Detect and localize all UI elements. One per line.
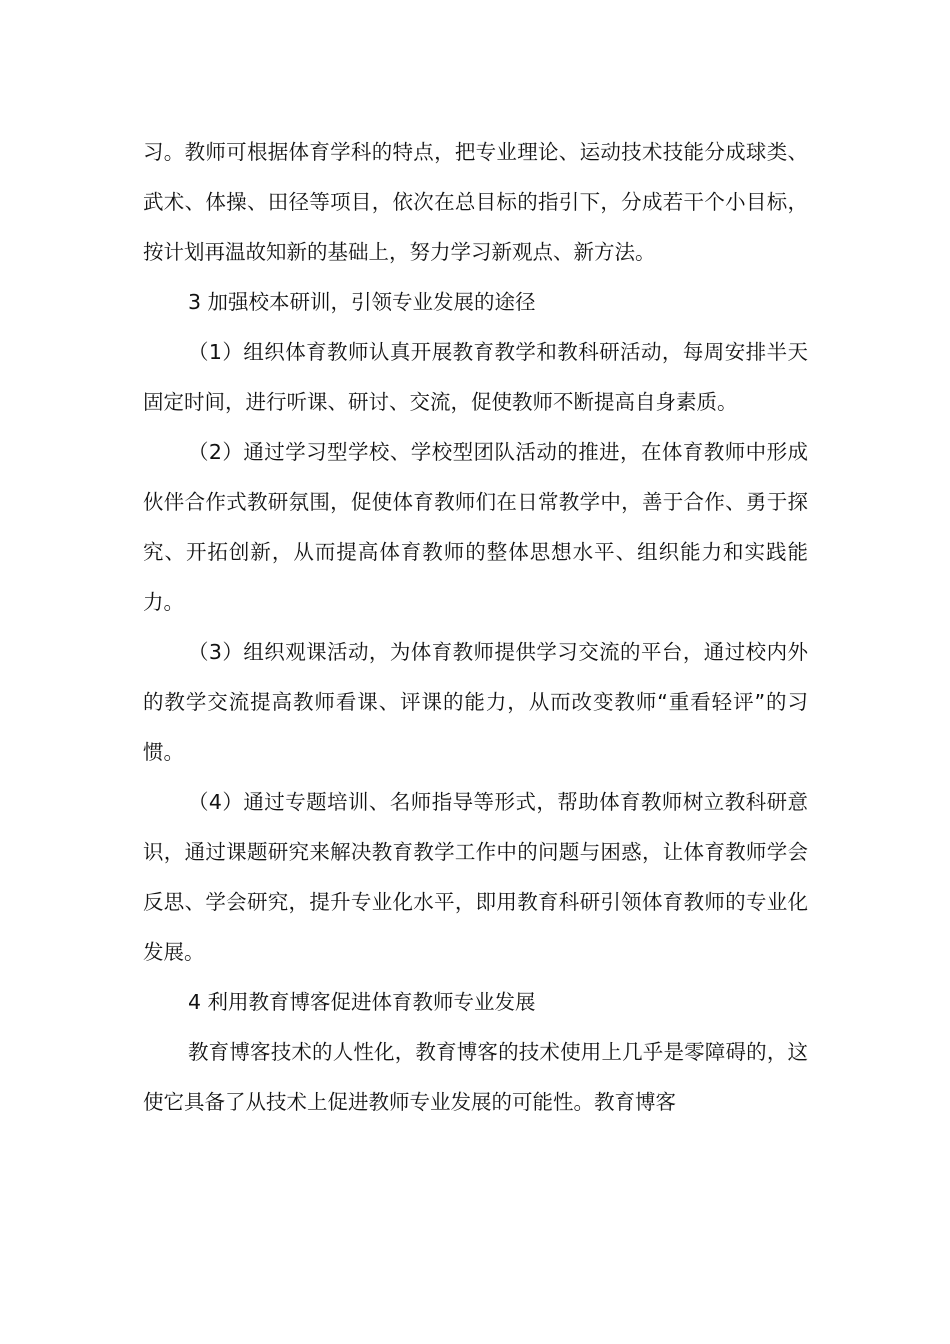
- list-item-4: （4）通过专题培训、名师指导等形式，帮助体育教师树立教科研意识，通过课题研究来解决教育教学工作中的问题与困惑，让体育教师学会反思、学会研究，提升专业化水平，即用教育科研引领体育教师的专业化发展。: [143, 790, 808, 964]
- list-item-1: （1）组织体育教师认真开展教育教学和教科研活动，每周安排半天固定时间，进行听课、研讨、交流，促使教师不断提高自身素质。: [143, 340, 808, 414]
- paragraph-blog: 教育博客技术的人性化，教育博客的技术使用上几乎是零障碍的，这使它具备了从技术上促进教师专业发展的可能性。教育博客: [143, 1040, 808, 1114]
- section-heading-3: 3 加强校本研训，引领专业发展的途径: [188, 290, 536, 314]
- document-body: [143, 127, 808, 1127]
- list-item-2: （2）通过学习型学校、学校型团队活动的推进，在体育教师中形成伙伴合作式教研氛围，促使体育教师们在日常教学中，善于合作、勇于探究、开拓创新，从而提高体育教师的整体思想水平、组织能力和实践能力。: [143, 440, 808, 614]
- paragraph-continuation: 习。教师可根据体育学科的特点，把专业理论、运动技术技能分成球类、武术、体操、田径等项目，依次在总目标的指引下，分成若干个小目标，按计划再温故知新的基础上，努力学习新观点、新方法。: [143, 140, 808, 264]
- section-heading-4: 4 利用教育博客促进体育教师专业发展: [188, 990, 536, 1014]
- list-item-3: （3）组织观课活动，为体育教师提供学习交流的平台，通过校内外的教学交流提高教师看课、评课的能力，从而改变教师“重看轻评”的习惯。: [143, 640, 808, 764]
